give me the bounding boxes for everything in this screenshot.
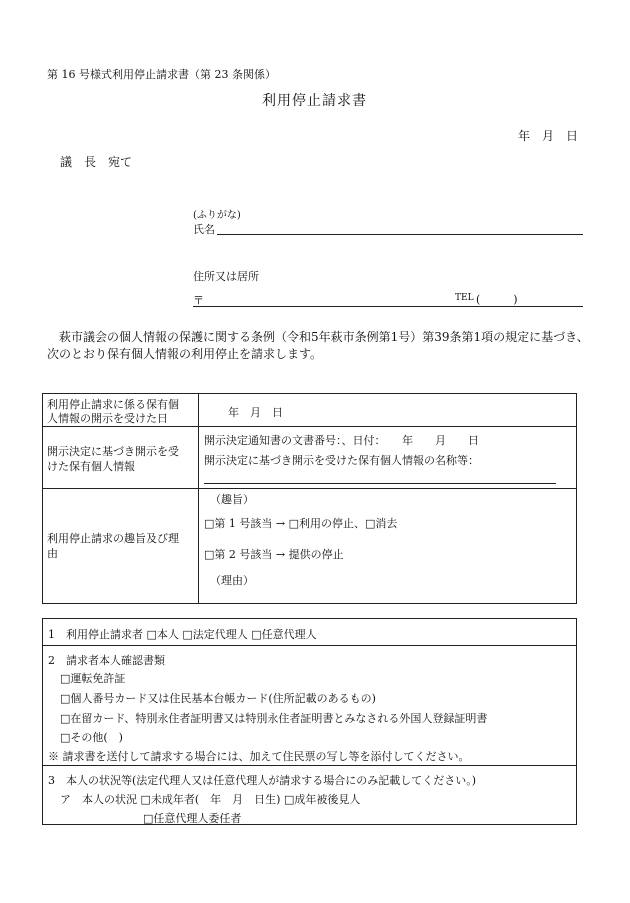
- row-divider: [42, 488, 577, 489]
- id-document-option[interactable]: □在留カード、特別永住者証明書又は特別永住者証明書とみなされる外国人登録証明書: [60, 712, 488, 725]
- row-divider: [42, 645, 577, 646]
- purpose-option-2[interactable]: □第 2 号該当 → 提供の停止: [204, 548, 344, 561]
- address-label: 住所又は居所: [193, 270, 259, 283]
- document-number-field[interactable]: 開示決定通知書の文書番号：、日付： 年 月 日: [204, 434, 479, 447]
- info-name-field[interactable]: [204, 483, 556, 484]
- request-date: 年 月 日: [518, 129, 579, 143]
- furigana-label: (ふりがな): [193, 210, 241, 221]
- tel-label: TEL: [455, 293, 474, 303]
- row1-label: 利用停止請求に係る保有個: [47, 398, 179, 411]
- id-document-option[interactable]: □運転免許証: [60, 672, 126, 685]
- postal-mark: 〒: [193, 294, 204, 307]
- reason-heading: （理由）: [210, 574, 254, 587]
- row1-label: 人情報の開示を受けた日: [47, 412, 168, 425]
- row2-label: けた保有個人情報: [47, 460, 135, 473]
- intro-line-1: 萩市議会の個人情報の保護に関する条例（令和5年萩市条例第1号）第39条第1項の規定に基づき、: [59, 330, 589, 344]
- principal-status-option[interactable]: □任意代理人委任者: [143, 812, 242, 825]
- address-field[interactable]: [193, 306, 583, 307]
- intro-line-2: 次のとおり保有個人情報の利用停止を請求します。: [47, 347, 323, 361]
- principal-status-heading: 3 本人の状況等(法定代理人又は任意代理人が請求する場合にのみ記載してください。): [48, 774, 477, 787]
- purpose-option-1[interactable]: □第 1 号該当 → □利用の停止、□消去: [204, 517, 398, 530]
- principal-status-options[interactable]: ア 本人の状況 □未成年者( 年 月 日生) □成年被後見人: [60, 793, 361, 806]
- form-title: 利用停止請求書: [262, 93, 367, 109]
- addressee: 議 長 宛て: [60, 155, 133, 169]
- row3-label: 由: [47, 547, 58, 560]
- row-divider: [42, 426, 577, 427]
- id-document-option[interactable]: □個人番号カード又は住民基本台帳カード(住所記載のあるもの): [60, 692, 376, 705]
- name-label: 氏名: [193, 223, 215, 236]
- table-column-divider: [198, 393, 199, 604]
- disclosure-date-field[interactable]: 年 月 日: [228, 406, 283, 419]
- info-name-label: 開示決定に基づき開示を受けた保有個人情報の名称等：: [204, 454, 479, 467]
- id-document-option[interactable]: □その他( ): [60, 731, 123, 744]
- id-documents-heading: 2 請求者本人確認書類: [48, 654, 165, 667]
- row2-label: 開示決定に基づき開示を受: [47, 445, 179, 458]
- name-field[interactable]: [217, 234, 583, 235]
- form-number: 第 16 号様式利用停止請求書（第 23 条関係）: [47, 68, 276, 81]
- tel-field[interactable]: ( ): [476, 293, 518, 306]
- row-divider: [42, 765, 577, 766]
- id-documents-note: ※ 請求書を送付して請求する場合には、加えて住民票の写し等を添付してください。: [48, 750, 470, 763]
- row3-label: 利用停止請求の趣旨及び理: [47, 532, 179, 545]
- purpose-heading: （趣旨）: [210, 493, 254, 506]
- requester-type[interactable]: 1 利用停止請求者 □本人 □法定代理人 □任意代理人: [48, 628, 317, 641]
